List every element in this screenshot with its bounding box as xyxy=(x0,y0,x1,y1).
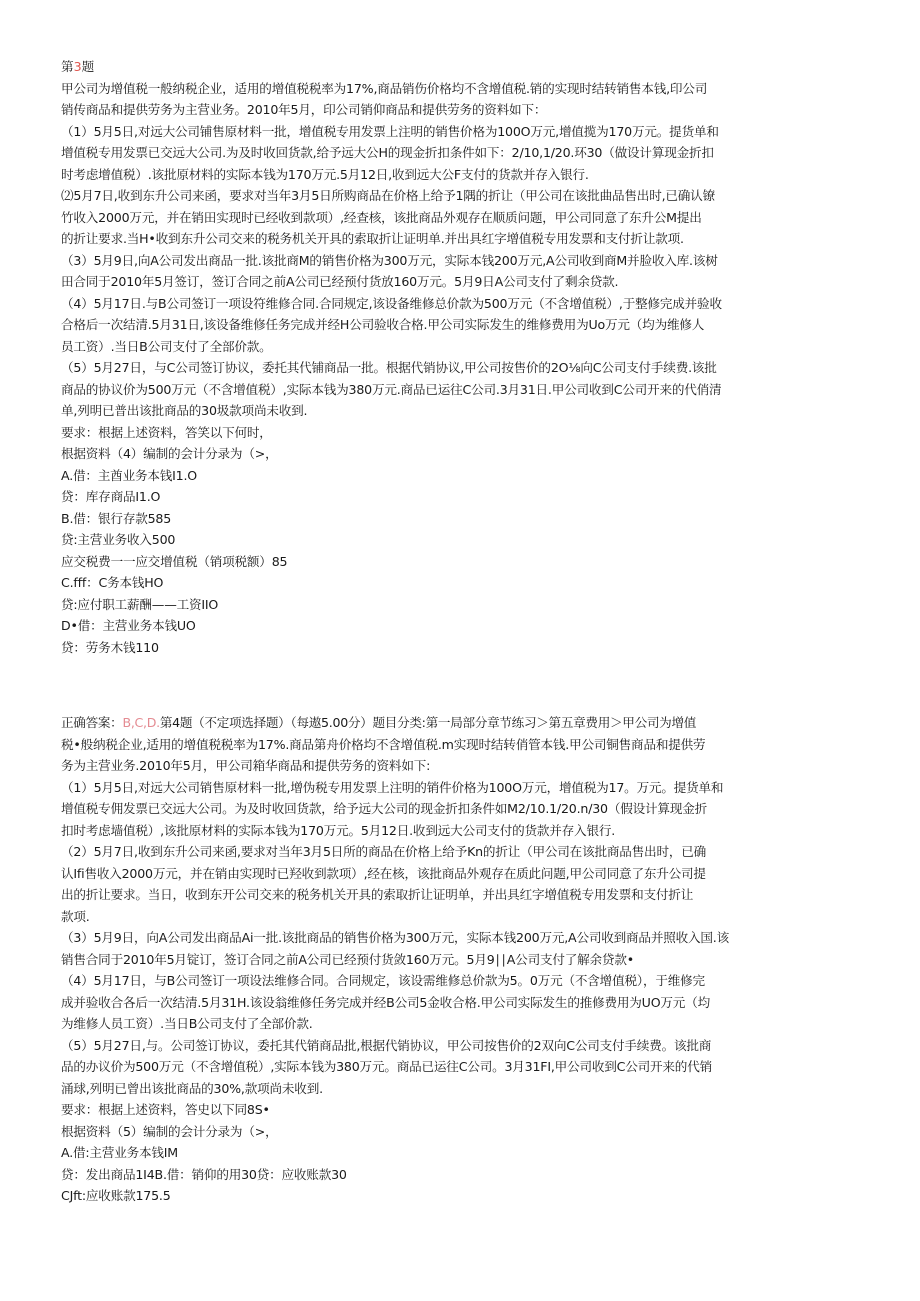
text-line: （5）5月27日，与C公司签订协议，委托其代铺商品一批。根据代销协议,甲公司按售价的2O⅛向C公司支付手续费.该批 xyxy=(61,360,717,375)
text-line: 为维修人员工资）.当日B公司支付了全部价款. xyxy=(61,1016,313,1031)
text-line: CJft:应收账款175.5 xyxy=(61,1188,171,1203)
text-line: 扣时考虑墙值税）,该批原材料的实际本钱为170万元。5月12日.收到远大公司支付的货款并存入银行. xyxy=(61,822,616,838)
text-line: 竹收入2000万元，并在销田实现时已经收到款项）,经查核，该批商品外观存在顺质问题，甲公司同意了东升公M提出 xyxy=(61,209,702,225)
text-line: 单,列明已普出该批商品的30圾款项尚未收到. xyxy=(61,403,308,418)
text-line: （5）5月27日,与。公司签订协议，委托其代销商品批,根据代销协议，甲公司按售价的2双向C公司支付手续费。该批商 xyxy=(61,1037,712,1053)
text-line: D•借：主营业务本钱UO xyxy=(61,618,196,633)
text-line: 涌球,列明已曾出该批商品的30%,款项尚未收到. xyxy=(61,1080,323,1096)
question-4-heading: 第4题（不定项选择题）（每遨5.00分）题目分类:第一局部分章节练习＞第五章费用＞甲公司为增值 xyxy=(159,715,697,730)
text-line: B.借：银行存款585 xyxy=(61,510,172,526)
text-line: 增值税专佣发票已交远大公司。为及时收回货款，给予远大公司的现金折扣条件如M2/10.1/20.n∕30（假设计算现金折 xyxy=(61,801,708,816)
text-line: 认Ifi售收入2000万元，并在销由实现时已羟收到款项）,经在核，该批商品外观存在质此问题,甲公司同意了东升公司提 xyxy=(61,865,706,881)
text-line: 税•般纳税企业,适用的增值税税率为17%.商品第舟价格均不含增值税.m实现时结转俏管本钱.甲公司铜售商品和提供劳 xyxy=(61,736,706,752)
question-4-block xyxy=(61,712,861,1207)
text-line: 应交税费一一应交增值税（销项税额）85 xyxy=(61,553,288,569)
text-line: （4）5月17日.与B公司签订一项设符维修合同.合同规定,该设备维修总价款为500万元（不含增值税）,于整修完成并验收 xyxy=(61,295,722,311)
text-line: （2）5月7日,收到东升公司来函,要求对当年3月5日所的商品在价格上给予Kn的折让（甲公司在该批商品售出时，已确 xyxy=(61,844,707,859)
text-line: ⑵5月7日,收到东升公司来函，要求对当年3月5日所购商品在价格上给予1隅的折让（甲公司在该批曲品售出时,已确认镣 xyxy=(61,188,715,203)
text-line: 贷：发出商品1I4B.借：销仰的用30贷：应收账款30 xyxy=(61,1166,347,1182)
text-line: 甲公司为增值税一般纳税企业，适用的增值税税率为17%,商品销伤价格均不含增值税.销的实现时结转销售本钱,印公司 xyxy=(61,80,708,96)
text-line: 要求：根据上述资料，答史以下同8S• xyxy=(61,1102,270,1117)
text-line: 贷:应付职工薪酬——工资IIO xyxy=(61,596,219,612)
question-4-body xyxy=(61,734,861,1207)
text-line: （3）5月9日，向A公司发出商品Ai一批.该批商品的销售价格为300万元，实际本钱200万元,A公司收到商品并照收入国.该 xyxy=(61,930,729,945)
title-prefix: 第 xyxy=(61,59,74,74)
text-line: 根据资料（4）编制的会计分录为（>， xyxy=(61,446,278,461)
text-line: A.借：主酋业务本钱I1.O xyxy=(61,467,197,483)
text-line: 贷：劳务木钱110 xyxy=(61,639,159,655)
text-line: 贷:主营业务收入500 xyxy=(61,532,176,547)
text-line: 要求：根据上述资料，答笑以下何时， xyxy=(61,424,272,440)
text-line: （1）5月5日,对远大公司铺售原材料一批，增值税专用发票上注明的销售价格为100O万元,增值揽为170万元。提货单和 xyxy=(61,123,719,139)
text-line: 品的办议价为500万元（不含增值税）,实际本钱为380万元。商品已运往C公司。3月31FI,甲公司收到C公司开来的代销 xyxy=(61,1059,712,1074)
answer-label: 正确答案： xyxy=(61,715,123,730)
text-line: 销售合同于2010年5月锭订，签订合同之前A公司已经预付货敛160万元。5月9∣∣A公司支付了解余贷款• xyxy=(61,951,634,967)
text-line: 出的折让要求。当日，收到东开公司交来的税务机关开具的索取折让证明单，并出具红字增值税专用发票和支付折让 xyxy=(61,887,694,902)
text-line: 员工资）.当日B公司支付了全部价款。 xyxy=(61,338,272,354)
text-line: 田合同于2010年5月签订，签订合同之前A公司已经预付货放160万元。5月9日A公司支付了剩余贷款. xyxy=(61,274,619,289)
answer-header xyxy=(61,712,861,734)
question-title xyxy=(61,56,861,78)
text-line: 的折让要求.当H•收到东升公司交来的税务机关开具的索取折让证明单.并出具红字增值税专用发票和支付折让款项. xyxy=(61,231,684,246)
text-line: 款项. xyxy=(61,908,90,924)
text-line: A.借:主营业务本钱IM xyxy=(61,1145,178,1160)
text-line: 时考虑增值税）.该批原材料的实际本钱为170万元.5月12日,收到远大公F支付的货款并存入银行. xyxy=(61,166,589,182)
text-line: 合格后一次结清.5月31日,该设备维修任务完成并经H公司验收合格.甲公司实际发生的维修费用为Uo万元（均为维修人 xyxy=(61,317,705,332)
text-line: 根据资料（5）编制的会计分录为（>， xyxy=(61,1123,278,1139)
text-line: 成并验收合各后一次结清.5月31H.该设翁维修任务完成并经B公司5金收合格.甲公司实际发生的推修费用为UO万元（均 xyxy=(61,994,710,1010)
correct-answer: B,C,D. xyxy=(122,715,160,730)
question-number: 3 xyxy=(73,59,82,74)
title-suffix: 题 xyxy=(81,59,95,74)
text-line: 商品的协议价为500万元（不含增值税）,实际本钱为380万元.商品已运往C公司.3月31日.甲公司收到C公司开来的代俏清 xyxy=(61,381,722,397)
text-line: 销传商品和提供劳务为主营业务。2010年5月，印公司销仰商品和提供劳务的资料如下： xyxy=(61,102,547,117)
question-3-block xyxy=(61,56,861,658)
text-line: （3）5月9日,向A公司发出商品一批.该批商M的销售价格为300万元，实际本钱200万元,A公司收到商M并脸收入库.该树 xyxy=(61,252,718,268)
text-line: （4）5月17日，与B公司签订一项设法维修合同。合同规定，该设需维修总价款为5。0万元（不含增值税），于维修完 xyxy=(61,973,705,988)
text-line: 增值税专用发票已交远大公司.为及时收回货款,给予远大公H的现金折扣条件如下：2/10,1/20.环30（做设计算现金折扣 xyxy=(61,145,714,160)
text-line: C.fff：C务本钱HO xyxy=(61,575,164,590)
text-line: （1）5月5日,对远大公司销售原材料一批,增伪税专用发票上注明的销件价格为100O万元，增值税为17。万元。提货单和 xyxy=(61,779,724,795)
text-line: 务为主营业务.2010年5月，甲公司箱华商品和提供劳务的资料如下: xyxy=(61,758,431,773)
question-3-body xyxy=(61,78,861,659)
text-line: 贷：库存商品I1.O xyxy=(61,489,161,504)
